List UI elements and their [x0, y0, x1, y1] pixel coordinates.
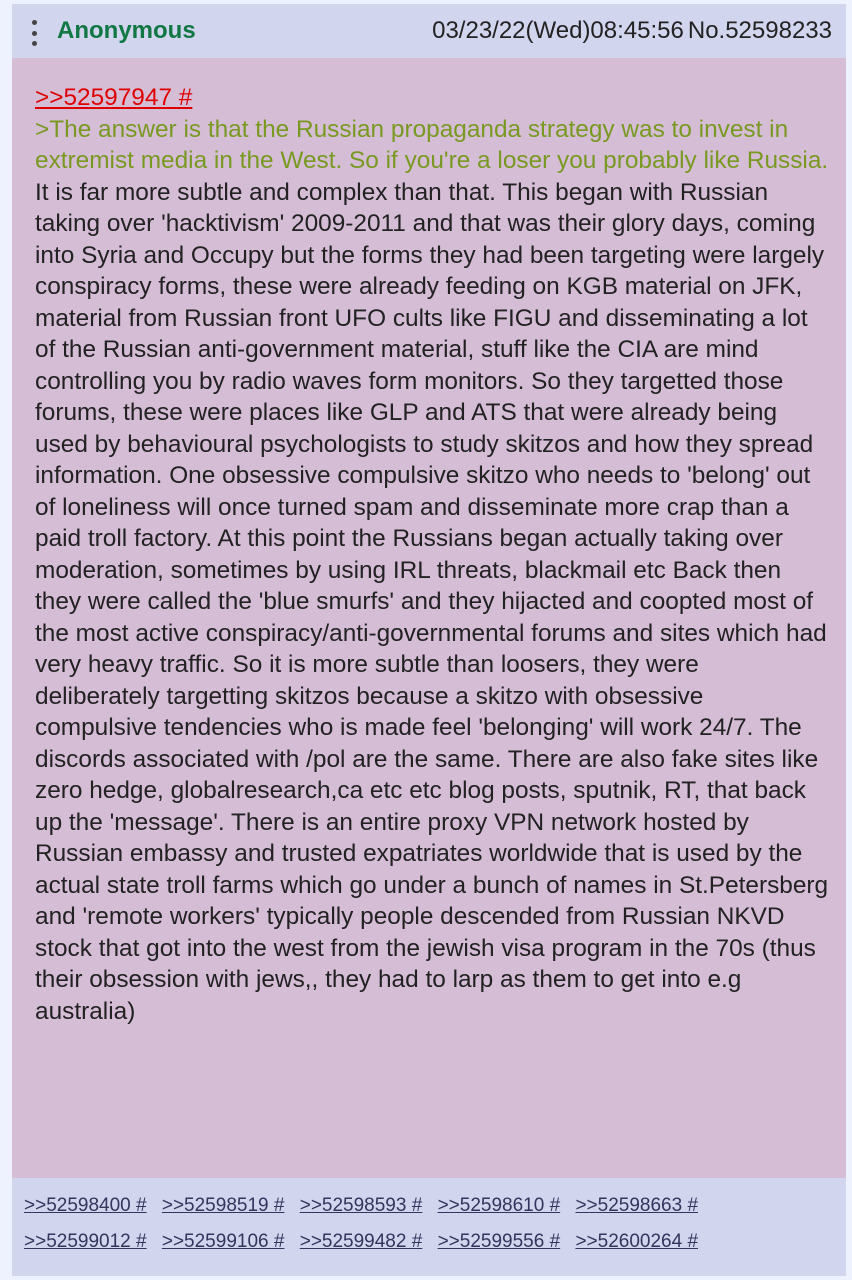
post-text: It is far more subtle and complex than that. This began with Russian taking over 'hacktivism' 2009-2011 and that was their glory days, coming into Syria and Occupy but the forms they had been targeting were largely conspiracy forms, these were already feeding on KGB material on JFK, material from Russian front UFO cults like FIGU and disseminating a lot of the Russian anti-government material, stuff like the CIA are mind controlling you by radio waves form monitors. So they targetted those forums, these were places like GLP and ATS that were already being used by behavioural psychologists to study skitzos and how they spread information. One obsessive compulsive skitzo who needs to 'belong' out of loneliness will once turned spam and disseminate more crap than a paid troll factory. At this point the Russians began actually taking over moderation, sometimes by using IRL threats, blackmail etc Back then they were called the 'blue smurfs' and they hijacted and coopted most of the most active conspiracy/anti-governmental forums and sites which had very heavy traffic. So it is more subtle than loosers, they were deliberately targetting skitzos because a skitzo with obsessive compulsive tendencies who is made feel 'belonging' will work 24/7. The discords associated with /pol are the same. There are also fake sites like zero hedge, globalresearch,ca etc etc blog posts, sputnik, RT, that back up the 'message'. There is an entire proxy VPN network hosted by Russian embassy and trusted expatriates worldwide that is used by the actual state troll farms which go under a bunch of names in St.Petersberg and 'remote workers' typically people descended from Russian NKVD stock that got into the west from the jewish visa program in the 70s (thus their obsession with jews,, they had to larp as them to get into e.g australia) [35, 178, 829, 1025]
quote-link[interactable]: >>52597947 # [35, 84, 193, 111]
post [12, 4, 846, 1276]
reply-link[interactable]: >>52598400 # [24, 1195, 147, 1216]
reply-link[interactable]: >>52598610 # [437, 1195, 561, 1216]
reply-link[interactable]: >>52598593 # [299, 1195, 423, 1216]
greentext-quote: >The answer is that the Russian propaganda strategy was to invest in extremist media in the West. So if you're a loser you probably like Russia. [35, 115, 829, 174]
reply-link[interactable]: >>52600264 # [575, 1231, 699, 1252]
reply-link[interactable]: >>52598663 # [575, 1195, 699, 1216]
post-datetime: 03/23/22(Wed)08:45:56 [432, 17, 684, 44]
post-header [12, 4, 846, 58]
reply-link[interactable]: >>52599482 # [299, 1231, 423, 1252]
vertical-dots-icon[interactable] [30, 20, 38, 46]
reply-link[interactable]: >>52599106 # [161, 1231, 285, 1252]
post-number[interactable]: No.52598233 [687, 17, 832, 44]
backlinks [24, 1188, 834, 1260]
reply-link[interactable]: >>52599556 # [437, 1231, 561, 1252]
reply-link[interactable]: >>52598519 # [161, 1195, 285, 1216]
poster-name: Anonymous [57, 17, 196, 44]
post-body [12, 58, 846, 1178]
post-info [432, 17, 832, 45]
reply-link[interactable]: >>52599012 # [24, 1231, 147, 1252]
